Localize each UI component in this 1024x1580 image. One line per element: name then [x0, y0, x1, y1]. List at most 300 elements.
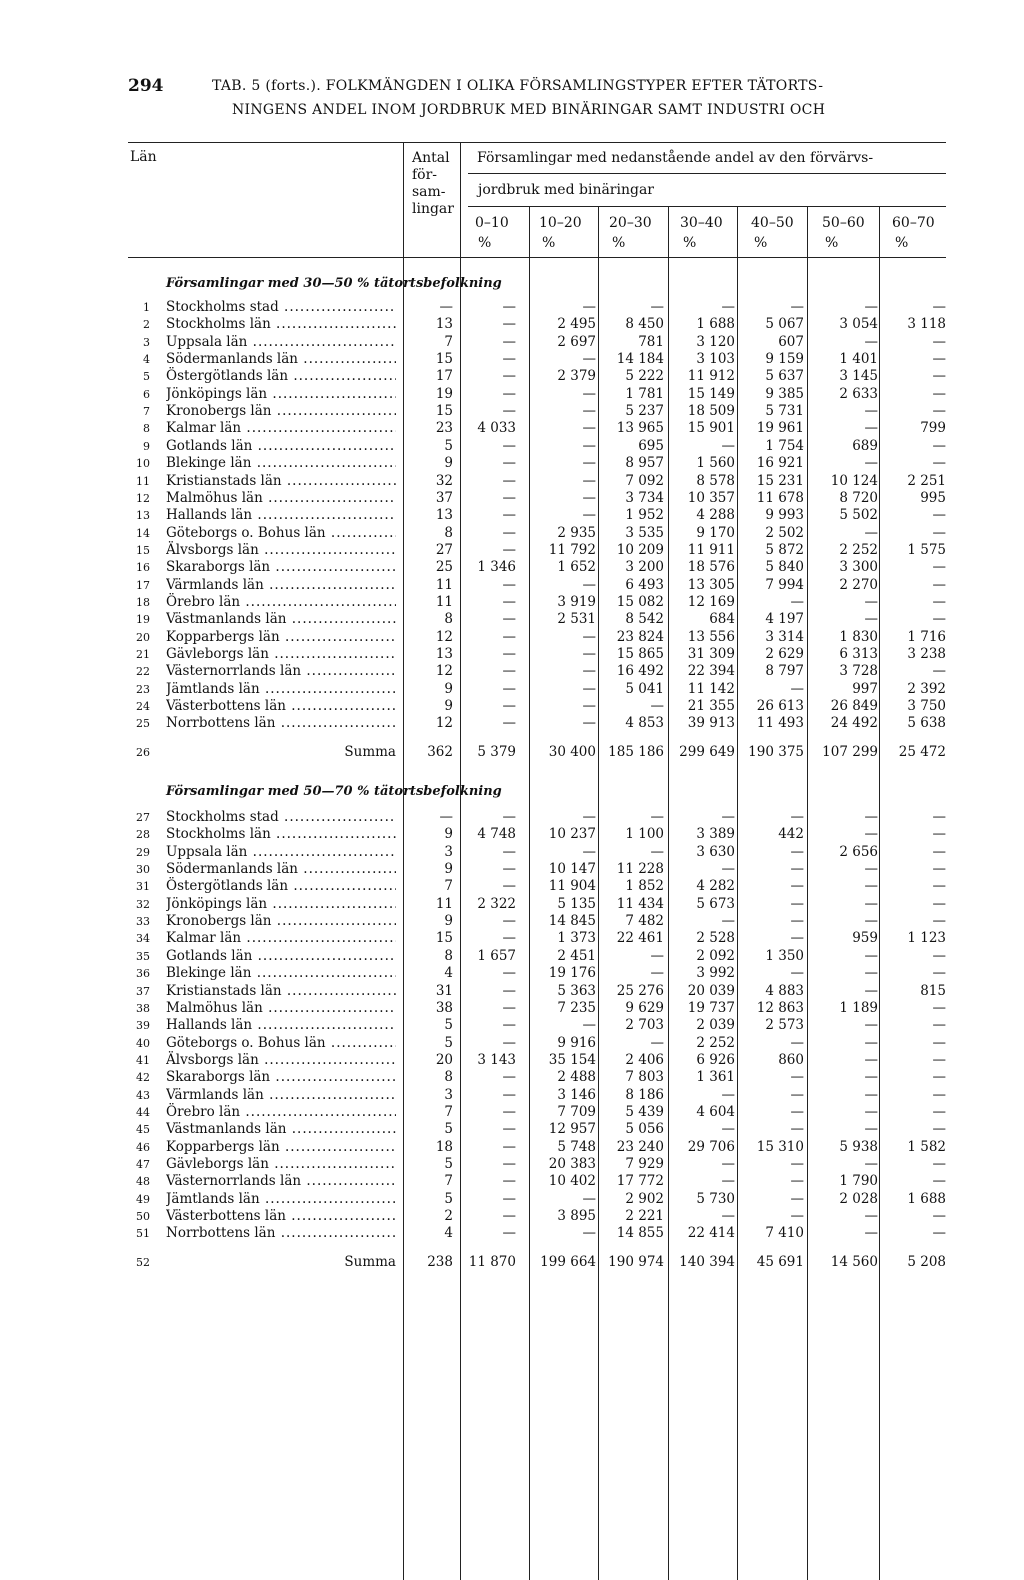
col-unit-50-60: %: [825, 235, 839, 251]
cell-col-6: —: [864, 861, 878, 878]
table-row: [0, 1138, 1024, 1157]
table-row: [0, 1207, 1024, 1226]
table-row: [0, 1068, 1024, 1087]
cell-col-5: 607: [778, 333, 804, 350]
cell-col-7: 3 118: [907, 316, 946, 333]
cell-col-1: 3 143: [477, 1051, 516, 1068]
cell-col-3: 2 703: [625, 1017, 664, 1034]
cell-col-3: 7 482: [625, 913, 664, 930]
cell-col-3: 3 200: [625, 559, 664, 576]
cell-col-3: 15 865: [616, 646, 664, 662]
cell-col-6: 1 401: [839, 351, 878, 368]
table-row: [0, 1103, 1024, 1122]
row-number: 21: [136, 648, 150, 661]
cell-col-1: —: [502, 368, 516, 385]
cell-col-2: 5 363: [557, 982, 596, 999]
cell-col-7: —: [932, 913, 946, 930]
lan-name-text: Gävleborgs län: [166, 646, 269, 662]
cell-col-4: —: [721, 437, 735, 454]
lan-name-text: Norrbottens län: [166, 715, 276, 732]
cell-col-5: —: [790, 930, 804, 947]
cell-col-4: 11 142: [687, 680, 735, 697]
cell-col-3: 11 434: [616, 895, 664, 912]
cell-col-5: —: [790, 843, 804, 860]
lan-name-text: Göteborgs o. Bohus län: [166, 1034, 326, 1051]
cell-col-6: 1 189: [839, 999, 878, 1016]
cell-col-5: —: [790, 1034, 804, 1051]
cell-col-0: 11: [435, 895, 453, 912]
cell-col-3: 7 803: [625, 1069, 664, 1086]
lan-name-text: Örebro län: [166, 593, 241, 610]
cell-col-7: 1 716: [907, 628, 946, 645]
cell-col-3: 695: [638, 437, 664, 454]
row-number: 41: [136, 1053, 150, 1067]
cell-col-6: 14 560: [830, 1254, 878, 1270]
cell-col-1: —: [502, 576, 516, 593]
section-1-heading: Församlingar med 30—50 % tätortsbefolkning: [166, 276, 502, 291]
cell-col-0: 12: [435, 663, 453, 680]
cell-col-4: 2 252: [696, 1034, 735, 1051]
cell-col-4: 4 288: [696, 507, 735, 524]
cell-col-7: 2 392: [907, 680, 946, 697]
cell-col-7: —: [932, 333, 946, 350]
row-number: 1: [143, 301, 150, 314]
cell-col-7: 5 638: [907, 715, 946, 732]
cell-col-4: 2 528: [696, 930, 735, 947]
cell-col-0: 13: [435, 646, 453, 662]
summa-row: [0, 1253, 1024, 1272]
cell-col-6: 2 252: [839, 541, 878, 558]
cell-col-0: 4: [444, 1225, 453, 1242]
cell-col-7: —: [932, 455, 946, 472]
lan-name: [166, 964, 396, 983]
cell-col-4: 9 170: [696, 524, 735, 541]
cell-col-5: 190 375: [748, 744, 804, 760]
cell-col-7: —: [932, 1156, 946, 1172]
table-row: [0, 860, 1024, 879]
header-antal-1: Antal: [412, 150, 450, 166]
cell-col-2: —: [582, 1225, 596, 1242]
row-number: 13: [136, 509, 150, 523]
cell-col-0: 5: [444, 1190, 453, 1207]
cell-col-3: 8 450: [625, 316, 664, 333]
cell-col-3: 6 493: [625, 576, 664, 593]
cell-col-0: —: [439, 299, 453, 315]
cell-col-6: 24 492: [830, 715, 878, 732]
cell-col-5: 4 197: [765, 611, 804, 628]
lan-name: [166, 825, 396, 844]
lan-name-text: Västmanlands län: [166, 1121, 287, 1138]
row-number: 14: [136, 526, 150, 540]
row-number: 47: [136, 1158, 150, 1171]
cell-col-3: 1 781: [625, 385, 664, 402]
cell-col-2: —: [582, 472, 596, 489]
cell-col-3: 7 092: [625, 472, 664, 489]
cell-col-3: 2 406: [625, 1051, 664, 1068]
cell-col-5: 860: [778, 1051, 804, 1068]
cell-col-0: 3: [444, 1086, 453, 1103]
cell-col-1: —: [502, 628, 516, 645]
cell-col-2: 3 919: [557, 593, 596, 610]
row-number: 30: [136, 863, 150, 877]
cell-col-1: —: [502, 455, 516, 472]
cell-col-6: —: [864, 982, 878, 999]
cell-col-6: —: [864, 1051, 878, 1068]
cell-col-1: —: [502, 1225, 516, 1242]
row-number: 5: [143, 370, 150, 384]
cell-col-4: 31 309: [687, 646, 735, 662]
row-number: 46: [136, 1140, 150, 1154]
cell-col-5: 5 731: [765, 403, 804, 420]
cell-col-5: —: [790, 861, 804, 878]
cell-col-4: 1 560: [696, 455, 735, 472]
row-number: 36: [136, 967, 150, 981]
cell-col-3: 14 855: [616, 1225, 664, 1242]
cell-col-6: 5 938: [839, 1138, 878, 1155]
cell-col-2: 2 488: [557, 1069, 596, 1086]
cell-col-0: 5: [444, 1156, 453, 1172]
cell-col-0: 3: [444, 843, 453, 860]
lan-name-text: Jämtlands län: [166, 680, 260, 697]
cell-col-7: —: [932, 1121, 946, 1138]
cell-col-1: —: [502, 1190, 516, 1207]
cell-col-7: —: [932, 593, 946, 610]
cell-col-6: —: [864, 524, 878, 541]
cell-col-5: 4 883: [765, 982, 804, 999]
cell-col-7: —: [932, 861, 946, 878]
cell-col-5: —: [790, 299, 804, 315]
lan-name-text: Skaraborgs län: [166, 559, 271, 576]
cell-col-7: 5 208: [907, 1254, 946, 1270]
lan-name-text: Västerbottens län: [166, 1208, 286, 1225]
lan-name-text: Jämtlands län: [166, 1190, 260, 1207]
row-number: 15: [136, 543, 150, 557]
cell-col-4: —: [721, 1121, 735, 1138]
cell-col-4: 22 394: [687, 663, 735, 680]
col-header-50-60: 50–60: [822, 215, 865, 231]
lan-name: [166, 1051, 396, 1070]
cell-col-1: —: [502, 489, 516, 506]
cell-col-7: —: [932, 385, 946, 402]
cell-col-6: —: [864, 947, 878, 964]
cell-col-5: 15 231: [756, 472, 804, 489]
lan-name: [166, 947, 396, 966]
lan-name: [166, 506, 396, 525]
cell-col-2: 3 146: [557, 1086, 596, 1103]
cell-col-1: —: [502, 472, 516, 489]
table-row: [0, 877, 1024, 896]
cell-col-7: —: [932, 559, 946, 576]
cell-col-0: 8: [444, 611, 453, 628]
lan-name: [166, 645, 396, 664]
cell-col-5: —: [790, 1173, 804, 1190]
cell-col-5: 19 961: [756, 420, 804, 437]
table-row: [0, 628, 1024, 647]
cell-col-2: —: [582, 628, 596, 645]
lan-name-text: Södermanlands län: [166, 351, 298, 368]
cell-col-4: 4 282: [696, 878, 735, 895]
cell-col-0: 5: [444, 1121, 453, 1138]
lan-name-text: Kronobergs län: [166, 403, 272, 420]
cell-col-6: —: [864, 1208, 878, 1225]
summa-label: Summa: [344, 744, 396, 760]
cell-col-5: 1 350: [765, 947, 804, 964]
cell-col-7: —: [932, 826, 946, 843]
row-number: 6: [143, 387, 150, 401]
cell-col-2: 2 697: [557, 333, 596, 350]
row-number: 26: [136, 746, 150, 759]
lan-name: [166, 524, 396, 543]
lan-name-text: Kristianstads län: [166, 472, 282, 489]
lan-name-text: Västernorrlands län: [166, 1173, 302, 1190]
cell-col-3: 17 772: [616, 1173, 664, 1190]
lan-name: [166, 315, 396, 334]
cell-col-7: —: [932, 576, 946, 593]
cell-col-4: 1 361: [696, 1069, 735, 1086]
table-row: [0, 662, 1024, 681]
cell-col-4: 12 169: [687, 593, 735, 610]
cell-col-0: 9: [444, 861, 453, 878]
cell-col-4: 21 355: [687, 698, 735, 715]
lan-name: [166, 1034, 396, 1053]
cell-col-4: 18 576: [687, 559, 735, 576]
cell-col-1: —: [502, 680, 516, 697]
cell-col-4: 29 706: [687, 1138, 735, 1155]
cell-col-2: —: [582, 1017, 596, 1034]
cell-col-6: 3 728: [839, 663, 878, 680]
table-row: [0, 298, 1024, 317]
table-row: [0, 610, 1024, 629]
cell-col-2: 10 402: [548, 1173, 596, 1190]
cell-col-6: 2 656: [839, 843, 878, 860]
cell-col-3: 8 957: [625, 455, 664, 472]
cell-col-5: 5 840: [765, 559, 804, 576]
cell-col-2: —: [582, 576, 596, 593]
cell-col-4: 3 389: [696, 826, 735, 843]
cell-col-3: 16 492: [616, 663, 664, 680]
cell-col-4: 13 305: [687, 576, 735, 593]
lan-name: [166, 593, 396, 612]
cell-col-1: —: [502, 698, 516, 715]
cell-col-3: 25 276: [616, 982, 664, 999]
cell-col-1: —: [502, 593, 516, 610]
cell-col-5: 15 310: [756, 1138, 804, 1155]
lan-name: [166, 628, 396, 647]
cell-col-0: 5: [444, 1034, 453, 1051]
lan-name: [166, 558, 396, 577]
lan-name: [166, 895, 396, 914]
cell-col-5: 2 573: [765, 1017, 804, 1034]
cell-col-1: —: [502, 611, 516, 628]
cell-col-4: 299 649: [679, 744, 735, 760]
cell-col-3: 5 041: [625, 680, 664, 697]
cell-col-6: —: [864, 1121, 878, 1138]
cell-col-5: 11 678: [756, 489, 804, 506]
cell-col-5: —: [790, 1103, 804, 1120]
cell-col-5: 26 613: [756, 698, 804, 715]
cell-col-6: 3 300: [839, 559, 878, 576]
lan-name: [166, 1103, 396, 1122]
row-number: 43: [136, 1088, 150, 1102]
lan-name: [166, 662, 396, 681]
cell-col-0: 9: [444, 698, 453, 715]
cell-col-4: 11 911: [687, 541, 735, 558]
cell-col-0: 9: [444, 826, 453, 843]
cell-col-1: —: [502, 930, 516, 947]
lan-name-text: Malmöhus län: [166, 999, 263, 1016]
row-number: 48: [136, 1175, 150, 1189]
cell-col-2: 2 935: [557, 524, 596, 541]
lan-name: [166, 929, 396, 948]
cell-col-6: 5 502: [839, 507, 878, 524]
table-row: [0, 402, 1024, 421]
row-number: 17: [136, 578, 150, 592]
cell-col-1: 5 379: [477, 744, 516, 760]
summa-row: [0, 743, 1024, 762]
cell-col-2: 1 373: [557, 930, 596, 947]
cell-col-3: 4 853: [625, 715, 664, 732]
page-number: 294: [128, 76, 164, 96]
cell-col-6: —: [864, 826, 878, 843]
cell-col-2: 199 664: [540, 1254, 596, 1270]
row-number: 20: [136, 630, 150, 644]
cell-col-0: 13: [435, 507, 453, 524]
cell-col-0: 11: [435, 576, 453, 593]
lan-name: [166, 912, 396, 931]
cell-col-4: 10 357: [687, 489, 735, 506]
lan-name-text: Jönköpings län: [166, 895, 268, 912]
cell-col-6: —: [864, 809, 878, 825]
cell-col-1: —: [502, 1017, 516, 1034]
cell-col-0: 12: [435, 715, 453, 732]
cell-col-6: 689: [852, 437, 878, 454]
cell-col-1: —: [502, 1069, 516, 1086]
cell-col-3: —: [650, 299, 664, 315]
cell-col-0: 15: [435, 403, 453, 420]
cell-col-4: 1 688: [696, 316, 735, 333]
cell-col-6: —: [864, 593, 878, 610]
cell-col-4: —: [721, 913, 735, 930]
cell-col-6: 2 633: [839, 385, 878, 402]
header-subgroup: jordbruk med binäringar: [478, 182, 654, 198]
cell-col-7: —: [932, 999, 946, 1016]
cell-col-5: 7 410: [765, 1225, 804, 1242]
rule-subgroup: [468, 206, 946, 207]
cell-col-2: 3 895: [557, 1208, 596, 1225]
cell-col-7: —: [932, 1069, 946, 1086]
table-row: [0, 645, 1024, 664]
cell-col-1: —: [502, 541, 516, 558]
col-header-20-30: 20–30: [609, 215, 652, 231]
lan-name-text: Södermanlands län: [166, 861, 298, 878]
cell-col-4: 15 901: [687, 420, 735, 437]
cell-col-2: 12 957: [548, 1121, 596, 1138]
cell-col-7: —: [932, 611, 946, 628]
cell-col-5: 7 994: [765, 576, 804, 593]
cell-col-7: 3 750: [907, 698, 946, 715]
lan-name: [166, 1086, 396, 1105]
lan-name-text: Blekinge län: [166, 965, 252, 982]
row-number: 38: [136, 1001, 150, 1015]
lan-name-text: Stockholms stad: [166, 809, 279, 825]
cell-col-4: 3 992: [696, 965, 735, 982]
table-row: [0, 1120, 1024, 1139]
cell-col-1: —: [502, 982, 516, 999]
cell-col-3: 5 056: [625, 1121, 664, 1138]
lan-name-text: Stockholms län: [166, 316, 271, 333]
cell-col-1: —: [502, 663, 516, 680]
table-row: [0, 964, 1024, 983]
cell-col-6: —: [864, 878, 878, 895]
cell-col-3: —: [650, 698, 664, 715]
cell-col-0: 7: [444, 1173, 453, 1190]
cell-col-7: 1 582: [907, 1138, 946, 1155]
cell-col-5: 8 797: [765, 663, 804, 680]
cell-col-1: —: [502, 524, 516, 541]
lan-name-text: Gotlands län: [166, 437, 253, 454]
cell-col-0: 7: [444, 1103, 453, 1120]
lan-name: [166, 489, 396, 508]
cell-col-3: 13 965: [616, 420, 664, 437]
cell-col-5: 2 629: [765, 646, 804, 662]
cell-col-4: 15 149: [687, 385, 735, 402]
cell-col-7: 3 238: [907, 646, 946, 662]
cell-col-0: 362: [427, 744, 453, 760]
cell-col-0: 11: [435, 593, 453, 610]
lan-name-text: Jönköpings län: [166, 385, 268, 402]
cell-col-7: —: [932, 368, 946, 385]
table-row: [0, 825, 1024, 844]
cell-col-1: —: [502, 1173, 516, 1190]
lan-name-text: Norrbottens län: [166, 1225, 276, 1242]
cell-col-2: —: [582, 646, 596, 662]
cell-col-2: —: [582, 663, 596, 680]
table-row: [0, 1051, 1024, 1070]
lan-name-text: Kopparbergs län: [166, 1138, 280, 1155]
cell-col-0: 23: [435, 420, 453, 437]
cell-col-1: —: [502, 507, 516, 524]
cell-col-4: 4 604: [696, 1103, 735, 1120]
cell-col-2: —: [582, 715, 596, 732]
cell-col-7: —: [932, 1103, 946, 1120]
row-number: 19: [136, 613, 150, 627]
cell-col-1: —: [502, 965, 516, 982]
row-number: 51: [136, 1227, 150, 1241]
cell-col-1: —: [502, 333, 516, 350]
lan-name-text: Kalmar län: [166, 930, 242, 947]
cell-col-2: —: [582, 489, 596, 506]
cell-col-4: 19 737: [687, 999, 735, 1016]
cell-col-2: —: [582, 680, 596, 697]
cell-col-2: 2 379: [557, 368, 596, 385]
table-row: [0, 385, 1024, 404]
row-number: 22: [136, 665, 150, 679]
cell-col-6: 3 054: [839, 316, 878, 333]
cell-col-4: 2 092: [696, 947, 735, 964]
cell-col-2: 11 904: [548, 878, 596, 895]
cell-col-0: 20: [435, 1051, 453, 1068]
row-number: 7: [143, 405, 150, 419]
row-number: 8: [143, 422, 150, 436]
cell-col-6: —: [864, 1225, 878, 1242]
cell-col-4: —: [721, 809, 735, 825]
lan-name-text: Gävleborgs län: [166, 1156, 269, 1172]
cell-col-0: 27: [435, 541, 453, 558]
row-number: 52: [136, 1256, 150, 1269]
cell-col-3: 5 222: [625, 368, 664, 385]
cell-col-2: 5 748: [557, 1138, 596, 1155]
row-number: 35: [136, 949, 150, 963]
